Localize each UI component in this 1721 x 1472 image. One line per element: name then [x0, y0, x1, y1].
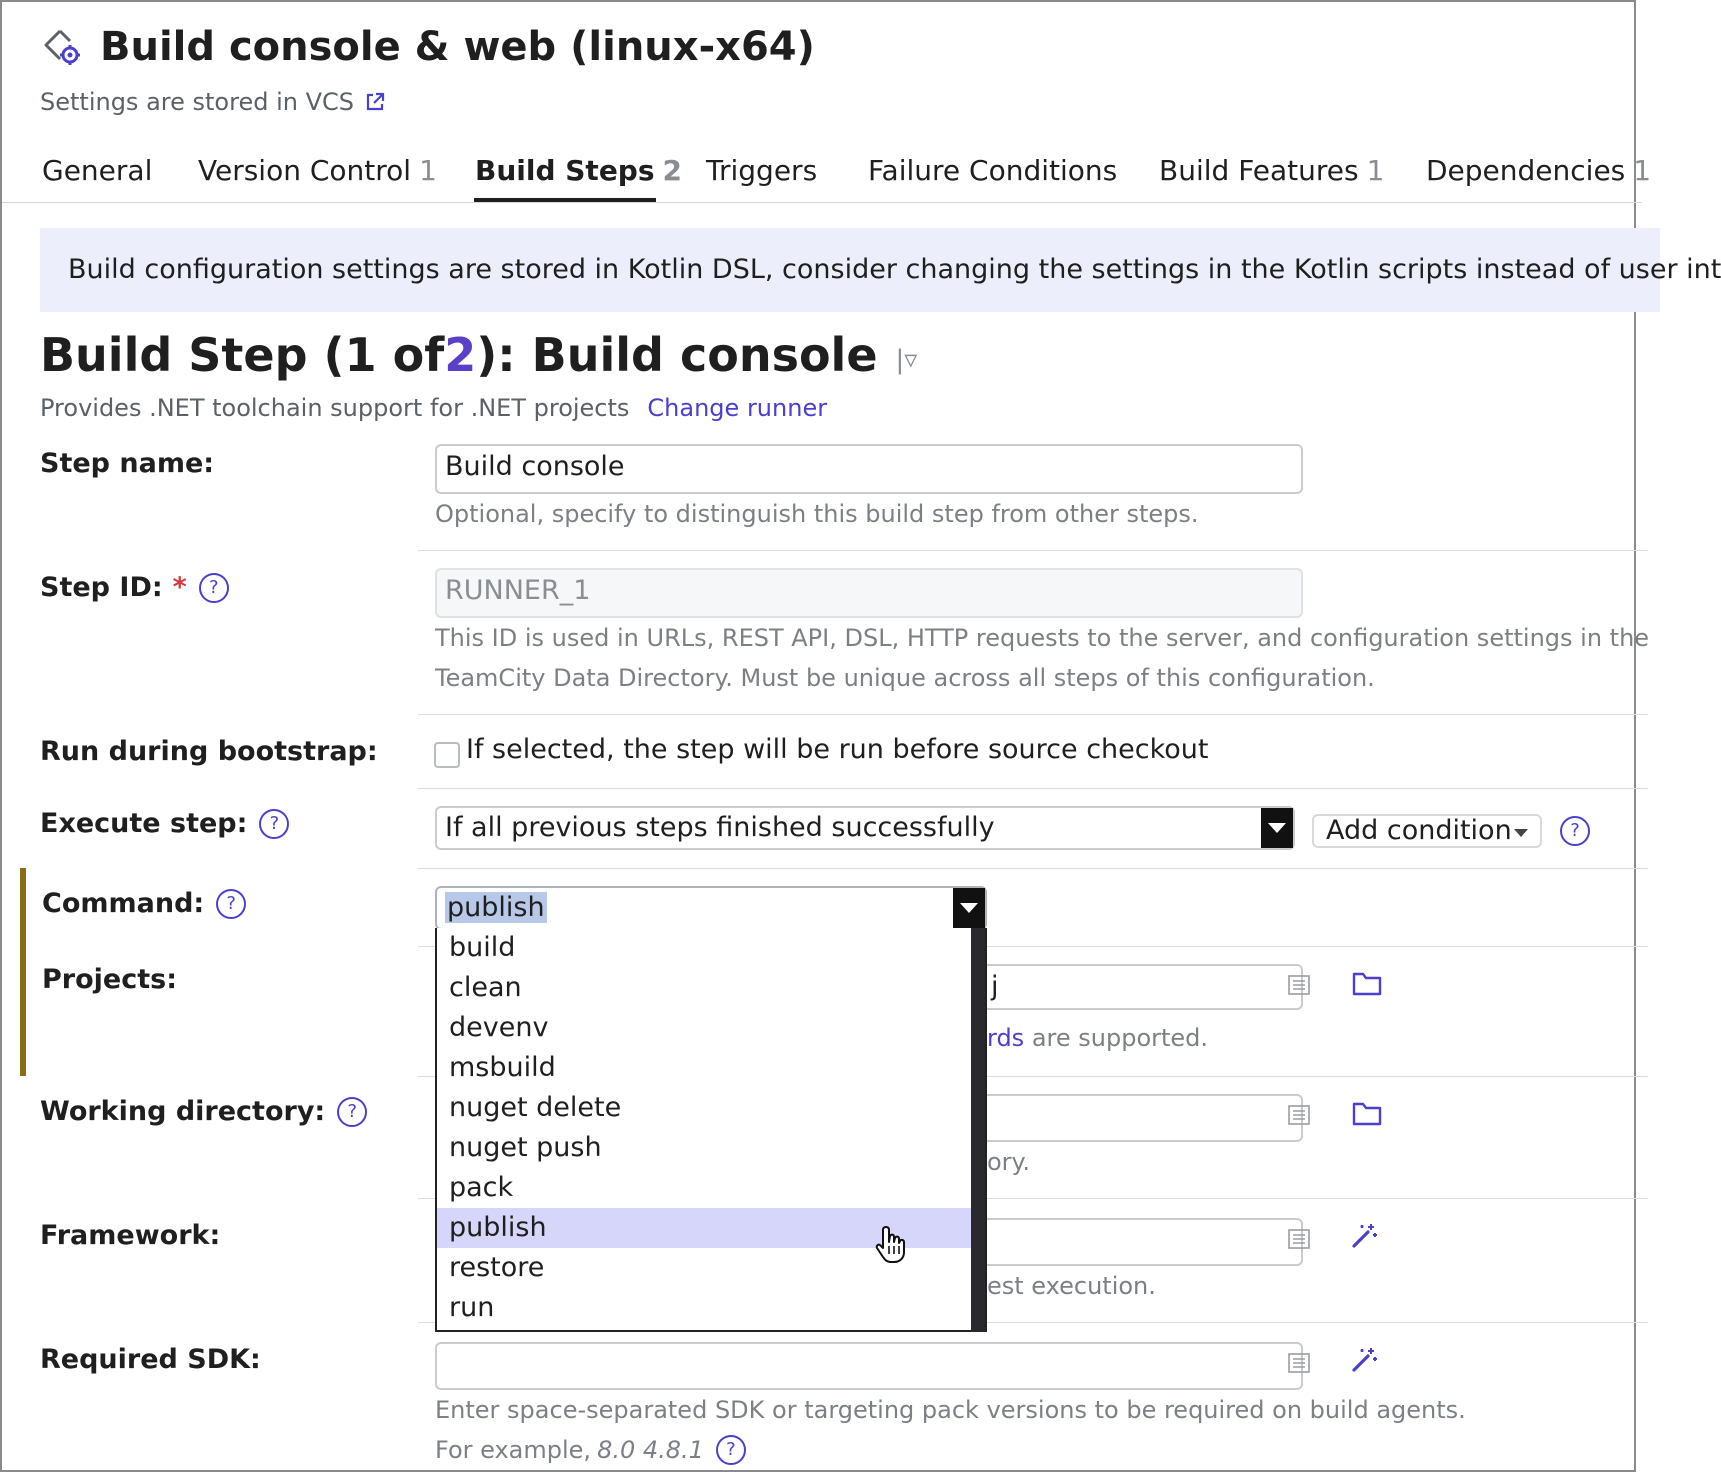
bootstrap-checkbox-label[interactable]: If selected, the step will be run before source checkout: [466, 734, 1209, 765]
help-icon[interactable]: ?: [1560, 816, 1590, 846]
execute-step-value: If all previous steps finished successfully: [445, 812, 995, 843]
tab-general[interactable]: General: [42, 154, 153, 187]
projects-input[interactable]: j: [435, 964, 1303, 1010]
framework-hint: est execution.: [987, 1272, 1156, 1300]
runner-description-text: Provides .NET toolchain support for .NET projects: [40, 394, 630, 422]
step-id-input[interactable]: RUNNER_1: [435, 568, 1303, 618]
tab-build-steps[interactable]: Build Steps 2: [475, 154, 682, 187]
execute-step-select[interactable]: [435, 806, 1295, 850]
command-option-devenv[interactable]: devenv: [449, 1012, 549, 1043]
row-divider: [418, 788, 1648, 789]
projects-label: Projects:: [42, 964, 177, 995]
command-option-build[interactable]: build: [449, 932, 516, 963]
kotlin-dsl-banner: [40, 228, 1721, 312]
list-icon[interactable]: [1288, 1228, 1310, 1250]
tab-failure-conditions[interactable]: Failure Conditions: [868, 154, 1118, 187]
wildcards-link[interactable]: rds: [987, 1024, 1025, 1052]
tab-version-control[interactable]: Version Control 1: [198, 154, 437, 187]
chevron-down-icon[interactable]: [1261, 808, 1293, 848]
command-select[interactable]: [435, 886, 987, 930]
help-icon[interactable]: ?: [337, 1097, 367, 1127]
external-link-icon: [364, 91, 386, 113]
hand-pointer-icon: [874, 1224, 910, 1264]
command-option-restore[interactable]: restore: [449, 1252, 545, 1283]
step-id-hint-line1: This ID is used in URLs, REST API, DSL, HTTP requests to the server, and configuration settings in the: [435, 624, 1650, 652]
tab-count: 1: [419, 154, 437, 187]
command-value: publish: [447, 892, 545, 923]
config-tabs: [2, 140, 1652, 203]
step-id-hint-line2: TeamCity Data Directory. Must be unique across all steps of this configuration.: [435, 664, 1375, 692]
list-icon[interactable]: [1288, 974, 1310, 996]
tab-count: 1: [1633, 154, 1652, 187]
list-icon[interactable]: [1288, 1352, 1310, 1374]
command-option-nuget-delete[interactable]: nuget delete: [449, 1092, 622, 1123]
framework-label: Framework:: [40, 1220, 221, 1251]
add-condition-button[interactable]: Add condition: [1312, 814, 1542, 848]
help-icon[interactable]: ?: [259, 809, 289, 839]
row-divider: [418, 550, 1648, 551]
magic-wand-icon[interactable]: [1350, 1222, 1378, 1250]
command-option-publish[interactable]: publish: [437, 1208, 971, 1248]
build-config-icon: [40, 25, 84, 69]
required-sdk-input[interactable]: [435, 1342, 1303, 1390]
dropdown-scrollbar[interactable]: [971, 928, 985, 1332]
settings-vcs-link[interactable]: [40, 88, 386, 116]
required-mark: *: [172, 572, 187, 603]
step-name-hint: Optional, specify to distinguish this build step from other steps.: [435, 500, 1199, 528]
change-runner-link[interactable]: Change runner: [647, 394, 828, 422]
list-icon[interactable]: [1288, 1104, 1310, 1126]
bootstrap-checkbox[interactable]: [434, 742, 460, 768]
step-heading-suffix: ): Build console: [476, 328, 878, 382]
step-id-label: Step ID: * ?: [40, 572, 229, 603]
step-heading: [40, 328, 917, 382]
step-heading-prefix: Build Step (1 of: [40, 328, 445, 382]
tab-dependencies[interactable]: Dependencies 1: [1426, 154, 1652, 187]
step-name-label: Step name:: [40, 448, 215, 479]
row-divider: [418, 868, 1648, 869]
chevron-down-icon[interactable]: [953, 888, 985, 928]
step-name-input[interactable]: Build console: [435, 444, 1303, 494]
modified-section-marker: [20, 868, 26, 1076]
page-title: [40, 24, 815, 70]
required-sdk-label: Required SDK:: [40, 1344, 261, 1375]
working-directory-label: Working directory: ?: [40, 1096, 367, 1127]
required-sdk-hint-line2: For example, 8.0 4.8.1 ?: [435, 1430, 746, 1470]
runner-description: [40, 394, 827, 422]
step-total-link[interactable]: 2: [444, 328, 477, 382]
settings-vcs-text: Settings are stored in VCS: [40, 88, 354, 116]
command-label: Command: ?: [42, 888, 246, 919]
sdk-example: 8.0 4.8.1: [597, 1436, 704, 1464]
folder-icon[interactable]: [1352, 1100, 1382, 1126]
tab-build-features[interactable]: Build Features 1: [1159, 154, 1385, 187]
help-icon[interactable]: ?: [199, 573, 229, 603]
step-switcher-caret[interactable]: |▿: [895, 345, 918, 375]
help-icon[interactable]: ?: [216, 889, 246, 919]
command-option-run[interactable]: run: [449, 1292, 495, 1323]
banner-text: Build configuration settings are stored in Kotlin DSL, consider changing the settings in the Kotlin scripts instead of user int: [68, 254, 1721, 285]
tab-count: 2: [662, 154, 682, 187]
command-option-clean[interactable]: clean: [449, 972, 522, 1003]
config-title: Build console & web (linux-x64): [100, 24, 815, 70]
folder-icon[interactable]: [1352, 970, 1382, 996]
bootstrap-label: Run during bootstrap:: [40, 736, 378, 767]
required-sdk-hint-line1: Enter space-separated SDK or targeting pack versions to be required on build agents.: [435, 1396, 1466, 1424]
working-directory-hint: ory.: [987, 1148, 1030, 1176]
command-option-nuget-push[interactable]: nuget push: [449, 1132, 602, 1163]
execute-step-label: Execute step: ?: [40, 808, 289, 839]
tab-triggers[interactable]: Triggers: [706, 154, 818, 187]
magic-wand-icon[interactable]: [1350, 1346, 1378, 1374]
projects-hint: rds are supported.: [987, 1024, 1209, 1052]
command-option-msbuild[interactable]: msbuild: [449, 1052, 556, 1083]
tab-count: 1: [1366, 154, 1385, 187]
command-option-pack[interactable]: pack: [449, 1172, 514, 1203]
help-icon[interactable]: ?: [716, 1435, 746, 1465]
row-divider: [418, 714, 1648, 715]
command-dropdown-list: [435, 928, 987, 1332]
active-tab-indicator: [474, 198, 656, 202]
